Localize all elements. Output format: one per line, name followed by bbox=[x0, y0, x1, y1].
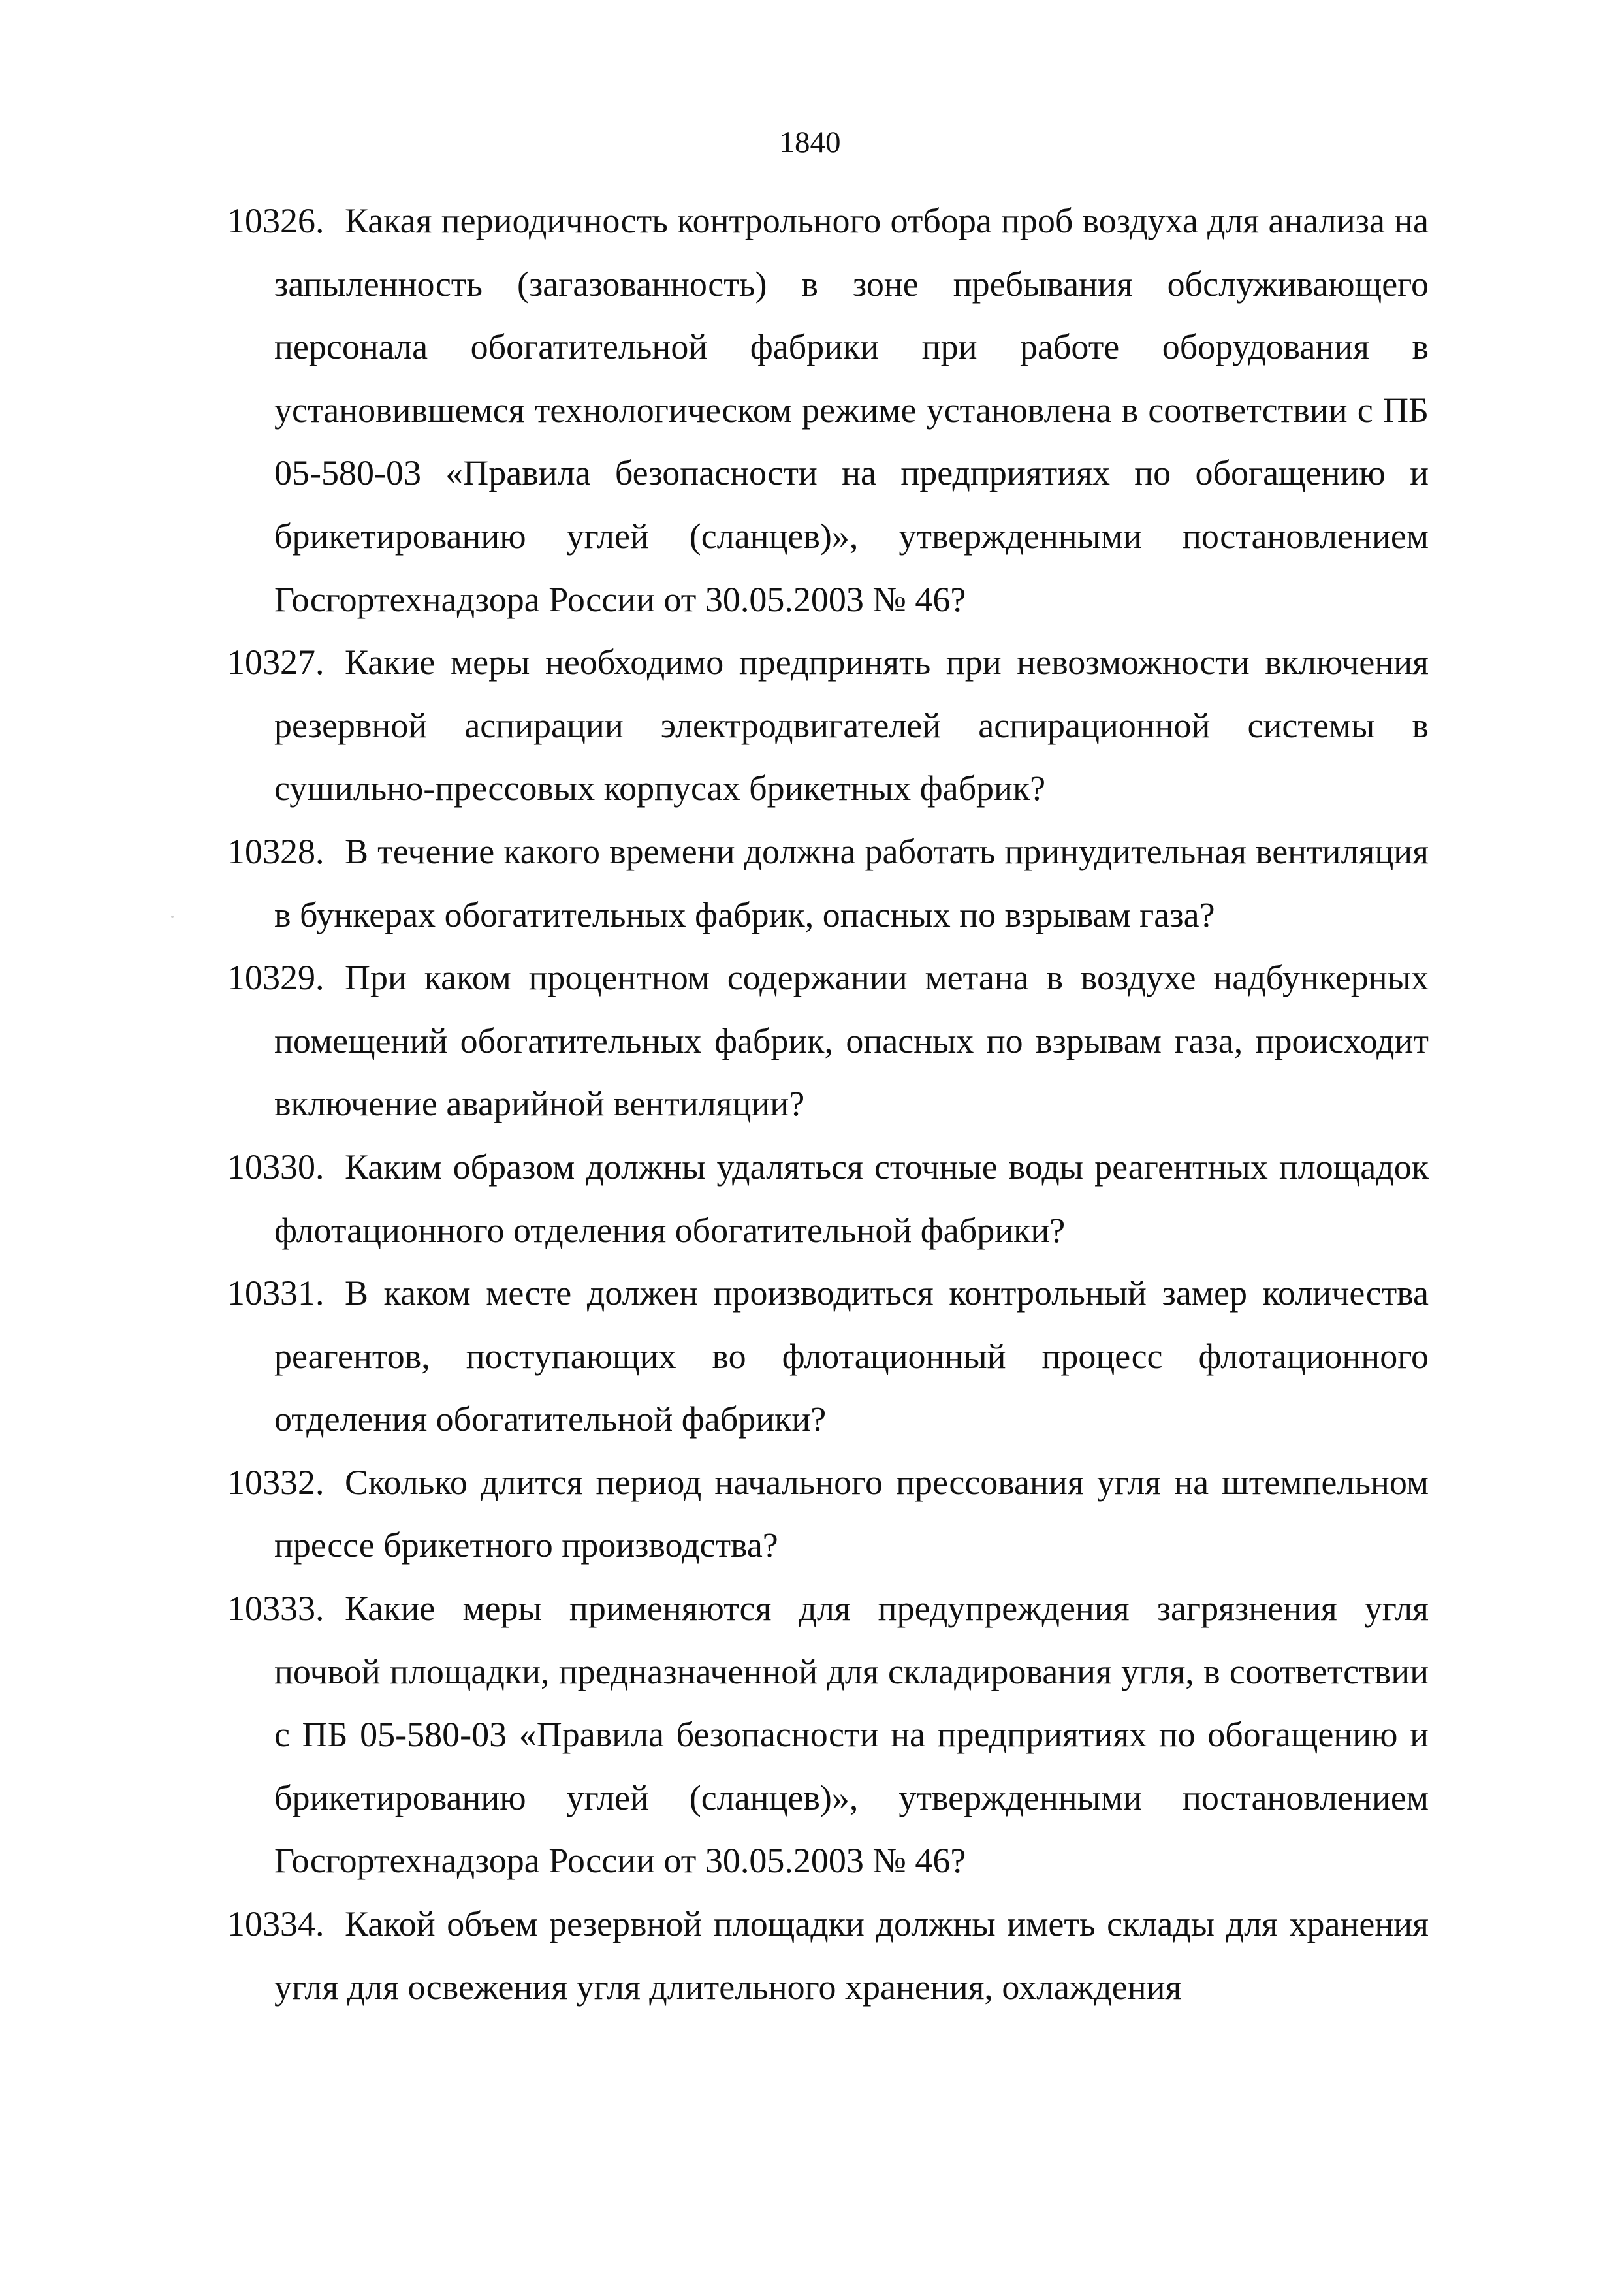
question-text: В течение какого времени должна работать принудительная вентиляция в бункерах обогатительных фабрик, опасных по взрывам газа? bbox=[274, 831, 1429, 934]
question-item bbox=[227, 1451, 1429, 1577]
question-item bbox=[227, 1136, 1429, 1262]
question-item bbox=[227, 189, 1429, 631]
question-number: 10327. bbox=[227, 643, 325, 682]
question-number: 10328. bbox=[227, 831, 325, 871]
scan-speck bbox=[171, 916, 174, 918]
question-number: 10333. bbox=[227, 1589, 325, 1629]
question-text: Какая периодичность контрольного отбора проб воздуха для анализа на запыленность (загазованность) в зоне пребывания обслуживающего персонала обогатительной фабрики при работе оборудования в установившемся технологическом режиме установлена в соответствии с ПБ 05-580-03 «Правила безопасности на предприятиях по обогащению и брикетированию углей (сланцев)», утвержденными постановлением Госгортехнадзора России от 30.05.2003 № 46? bbox=[274, 201, 1429, 619]
question-number: 10330. bbox=[227, 1147, 325, 1187]
question-text: Сколько длится период начального прессования угля на штемпельном прессе брикетного производства? bbox=[274, 1462, 1429, 1565]
question-item bbox=[227, 631, 1429, 820]
question-item bbox=[227, 1892, 1429, 2018]
question-number: 10326. bbox=[227, 201, 325, 240]
question-item bbox=[227, 946, 1429, 1136]
question-item bbox=[227, 1262, 1429, 1451]
question-text: В каком месте должен производиться контрольный замер количества реагентов, поступающих во флотационный процесс флотационного отделения обогатительной фабрики? bbox=[274, 1273, 1429, 1439]
question-number: 10334. bbox=[227, 1904, 325, 1944]
question-item bbox=[227, 820, 1429, 946]
question-text: При каком процентном содержании метана в воздухе надбункерных помещений обогатительных фабрик, опасных по взрывам газа, происходит включение аварийной вентиляции? bbox=[274, 958, 1429, 1124]
question-number: 10329. bbox=[227, 958, 325, 998]
page-number: 1840 bbox=[779, 125, 841, 159]
question-number: 10332. bbox=[227, 1462, 325, 1502]
question-number: 10331. bbox=[227, 1273, 325, 1313]
question-item bbox=[227, 1577, 1429, 1892]
question-text: Какой объем резервной площадки должны иметь склады для хранения угля для освежения угля длительного хранения, охлаждения bbox=[274, 1904, 1429, 2007]
question-text: Каким образом должны удаляться сточные воды реагентных площадок флотационного отделения обогатительной фабрики? bbox=[274, 1147, 1429, 1250]
question-list bbox=[227, 189, 1429, 2018]
question-text: Какие меры применяются для предупреждения загрязнения угля почвой площадки, предназначенной для складирования угля, в соответствии с ПБ 05-580-03 «Правила безопасности на предприятиях по обогащению и брикетированию углей (сланцев)», утвержденными постановлением Госгортехнадзора России от 30.05.2003 № 46? bbox=[274, 1589, 1429, 1881]
question-text: Какие меры необходимо предпринять при невозможности включения резервной аспирации электродвигателей аспирационной системы в сушильно-прессовых корпусах брикетных фабрик? bbox=[274, 643, 1429, 808]
